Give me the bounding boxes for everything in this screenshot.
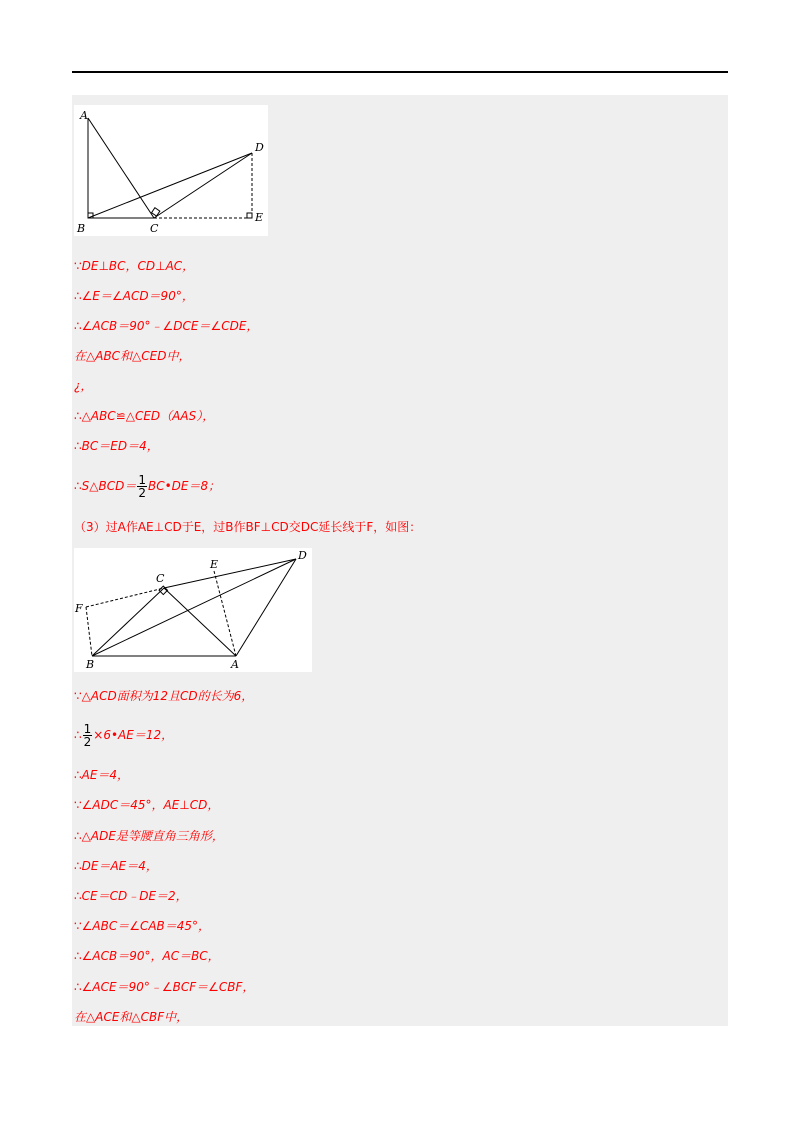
segment-bc — [92, 588, 164, 656]
segment-ae-dashed — [214, 571, 236, 656]
part-3-heading: （3）过A作AE⊥CD于E，过B作BF⊥CD交DC延长线于F，如图： — [74, 520, 422, 534]
figure-triangle-abc-ced — [74, 105, 268, 236]
segment-fb-dashed — [86, 607, 92, 656]
step-line-5: ¿， — [74, 379, 93, 393]
fraction-numerator: 1 — [138, 473, 146, 487]
step-line-17: ∵∠ABC＝∠CAB＝45°， — [74, 919, 211, 933]
label-b: B — [86, 658, 95, 671]
segment-ac — [88, 118, 154, 218]
segment-cd — [164, 559, 296, 588]
step-line-2: ∴∠E＝∠ACD＝90°， — [74, 289, 194, 303]
step-line-6: ∴△ABC≌△CED（AAS）， — [74, 409, 215, 423]
label-d: D — [298, 549, 307, 562]
label-a: A — [80, 109, 88, 122]
step-line-19: ∴∠ACE＝90°﹣∠BCF＝∠CBF， — [74, 980, 255, 994]
step-line-4: 在△ABC和△CED中， — [74, 349, 191, 363]
fraction-denominator: 2 — [138, 486, 146, 500]
step-line-14: ∴△ADE是等腰直角三角形， — [74, 829, 224, 843]
figure-2-svg — [74, 548, 312, 672]
label-c: C — [150, 222, 159, 235]
label-d: D — [255, 141, 264, 154]
label-f: F — [75, 602, 83, 615]
segment-fc-dashed — [86, 588, 164, 607]
step-line-16: ∴CE＝CD﹣DE＝2， — [74, 889, 188, 903]
step-line-12: ∴AE＝4， — [74, 768, 130, 782]
step-line-11 — [74, 719, 173, 751]
step-line-10: ∵△ACD面积为12且CD的长为6， — [74, 689, 254, 703]
segment-bd — [88, 153, 252, 218]
label-b: B — [77, 222, 86, 235]
area-eq-suffix: ×6•AE＝12， — [93, 728, 174, 742]
fraction-half-2 — [83, 723, 93, 748]
label-a: A — [231, 658, 239, 671]
label-e: E — [210, 558, 219, 571]
area-suffix: BC•DE＝8； — [147, 479, 221, 493]
fraction-denominator-2: 2 — [83, 735, 92, 749]
figure-1-svg — [74, 105, 268, 236]
label-e: E — [255, 211, 264, 224]
step-line-1: ∵DE⊥BC，CD⊥AC， — [74, 259, 195, 273]
fraction-numerator-2: 1 — [83, 722, 92, 736]
right-angle-e — [247, 213, 252, 218]
label-c: C — [156, 572, 165, 585]
figure-quadrilateral-abcd — [74, 548, 312, 672]
area-prefix: ∴S△BCD＝ — [74, 479, 137, 493]
header-rule — [72, 71, 728, 73]
step-line-7: ∴BC＝ED＝4， — [74, 439, 159, 453]
segment-bd — [92, 559, 296, 656]
fraction-half — [137, 474, 147, 499]
segment-ca — [164, 588, 236, 656]
step-line-18: ∴∠ACB＝90°，AC＝BC， — [74, 949, 220, 963]
step-line-20: 在△ACE和△CBF中， — [74, 1010, 189, 1024]
area-eq-prefix: ∴ — [74, 728, 82, 742]
step-line-8 — [74, 470, 220, 502]
step-line-15: ∴DE＝AE＝4， — [74, 859, 158, 873]
step-line-13: ∵∠ADC＝45°，AE⊥CD， — [74, 798, 220, 812]
step-line-3: ∴∠ACB＝90°﹣∠DCE＝∠CDE， — [74, 319, 259, 333]
